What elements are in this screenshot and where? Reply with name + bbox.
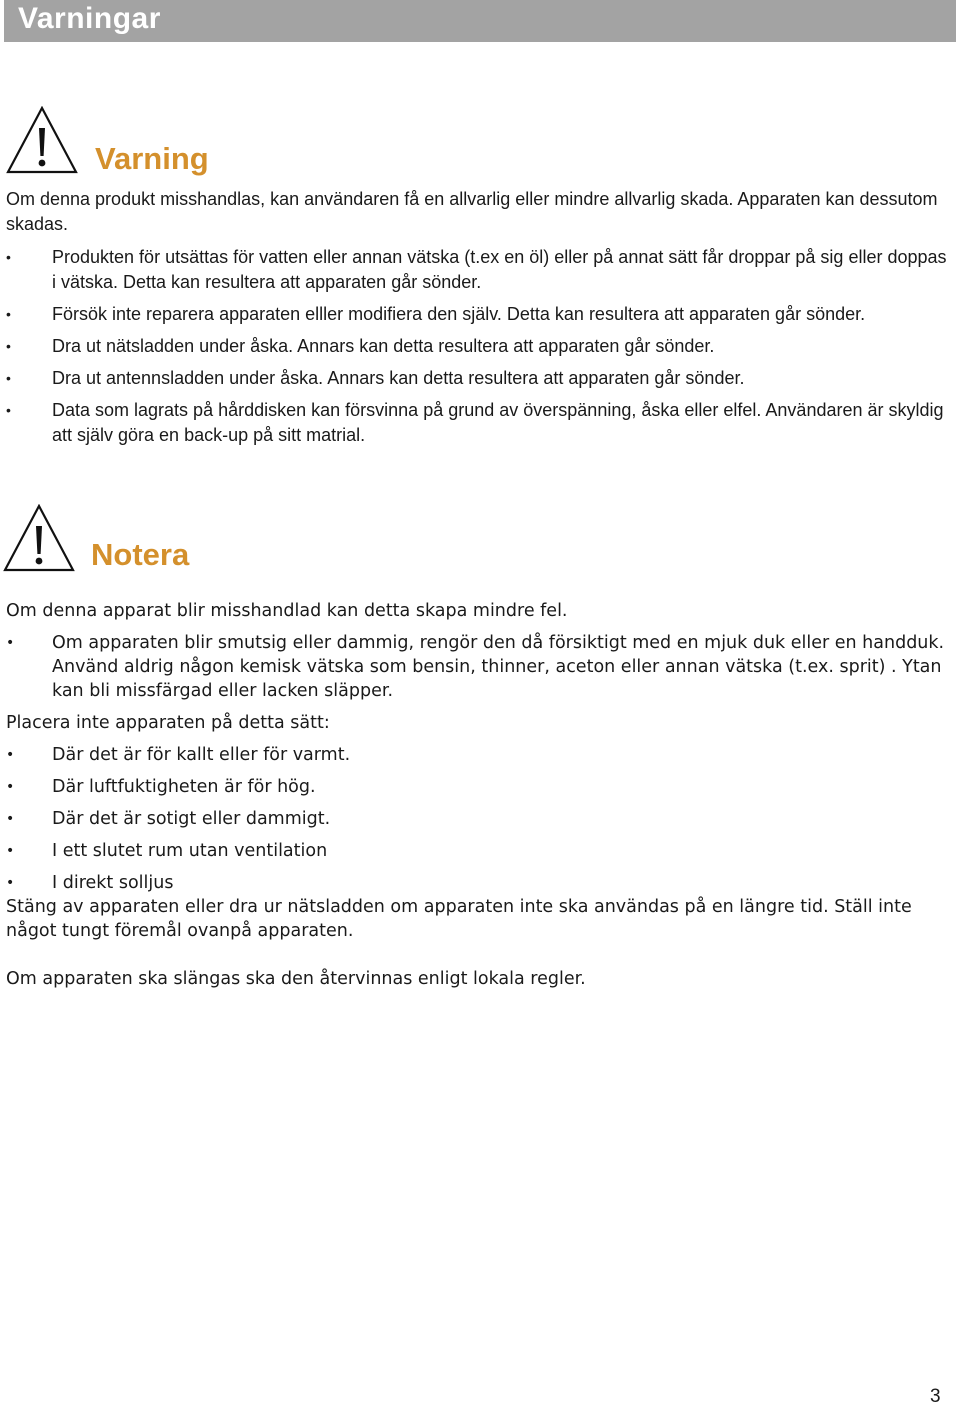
list-item: • Där luftfuktigheten är för hög.	[6, 775, 952, 799]
warning-triangle-icon	[3, 504, 75, 572]
warning-heading: Varning	[95, 141, 209, 176]
list-item: • Produkten för utsättas för vatten eller annan vätska (t.ex en öl) eller på annat sätt får droppar på sig eller doppas i vätska. Detta kan resultera att apparaten går sönder.	[6, 245, 952, 295]
note-bullet-list-cleaning	[6, 631, 952, 703]
list-item: • Där det är för kallt eller för varmt.	[6, 743, 952, 767]
page-title: Varningar	[18, 2, 161, 35]
header-bar	[4, 0, 956, 42]
note-heading: Notera	[91, 537, 190, 572]
warning-bullet-list	[6, 245, 952, 448]
list-item: • Dra ut antennsladden under åska. Annars kan detta resultera att apparaten går sönder.	[6, 366, 952, 391]
warning-triangle-icon	[6, 106, 78, 174]
note-intro: Om denna apparat blir misshandlad kan detta skapa mindre fel.	[6, 601, 568, 621]
power-off-text: Stäng av apparaten eller dra ur nätsladden om apparaten inte ska användas på en längre tid. Ställ inte något tungt föremål ovanpå apparaten.	[6, 897, 912, 941]
placement-intro: Placera inte apparaten på detta sätt:	[6, 713, 330, 733]
list-item: • Där det är sotigt eller dammigt.	[6, 807, 952, 831]
note-bullet-list-placement	[6, 743, 952, 895]
list-item: • Data som lagrats på hårddisken kan försvinna på grund av överspänning, åska eller elfel. Användaren är skyldig att själv göra en back-up på sitt matrial.	[6, 398, 952, 448]
list-item: • Dra ut nätsladden under åska. Annars kan detta resultera att apparaten går sönder.	[6, 334, 952, 359]
page-number: 3	[930, 1386, 941, 1407]
list-item: • I ett slutet rum utan ventilation	[6, 839, 952, 863]
recycle-text: Om apparaten ska slängas ska den återvinnas enligt lokala regler.	[6, 969, 586, 989]
list-item: • Om apparaten blir smutsig eller dammig, rengör den då försiktigt med en mjuk duk eller en handduk. Använd aldrig någon kemisk vätska som bensin, thinner, aceton eller annan vätska (t.ex. sprit) . Ytan kan bli missfärgad eller lacken släpper.	[6, 631, 952, 703]
warning-intro: Om denna produkt misshandlas, kan användaren få en allvarlig eller mindre allvarlig skada. Apparaten kan dessutom skadas.	[6, 189, 938, 234]
list-item: • I direkt solljus	[6, 871, 952, 895]
list-item: • Försök inte reparera apparaten elller modifiera den själv. Detta kan resultera att apparaten går sönder.	[6, 302, 952, 327]
